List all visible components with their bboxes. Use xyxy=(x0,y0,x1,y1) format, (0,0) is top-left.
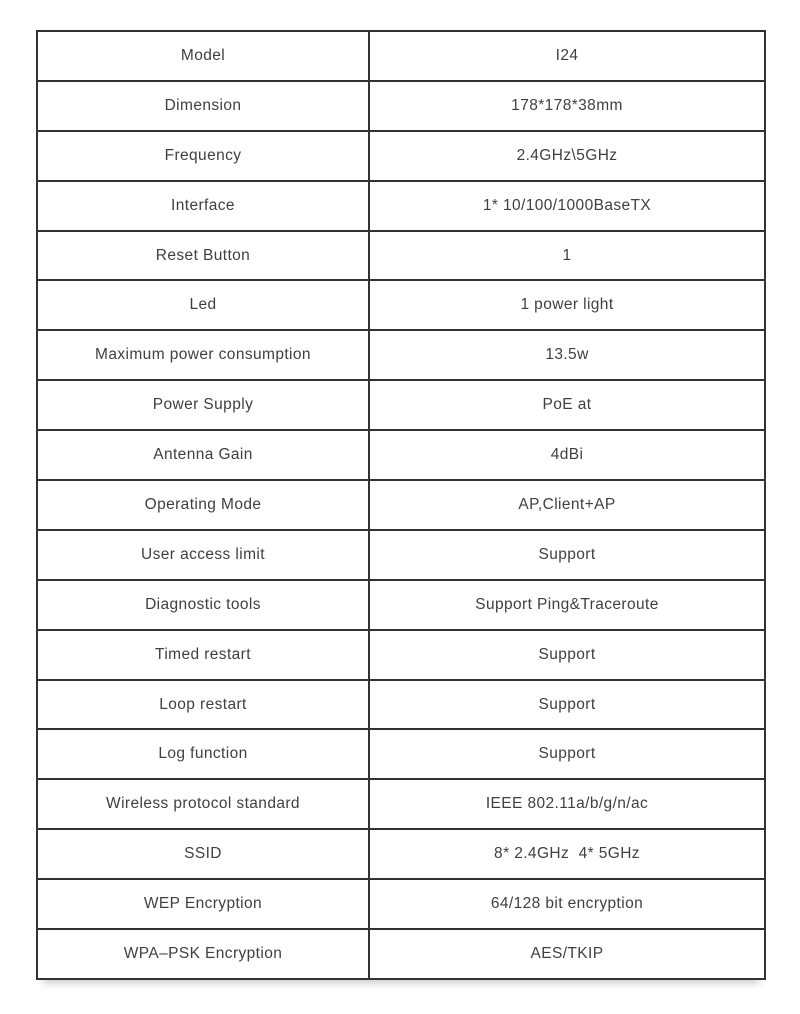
spec-value: 1 power light xyxy=(369,280,765,330)
table-row xyxy=(37,879,765,929)
table-row xyxy=(37,580,765,630)
spec-value: I24 xyxy=(369,31,765,81)
spec-value: 2.4GHz\5GHz xyxy=(369,131,765,181)
spec-value: 8* 2.4GHz 4* 5GHz xyxy=(369,829,765,879)
spec-value: IEEE 802.11a/b/g/n/ac xyxy=(369,779,765,829)
spec-value: Support xyxy=(369,680,765,730)
table-row xyxy=(37,729,765,779)
spec-label: Led xyxy=(37,280,369,330)
spec-label: Antenna Gain xyxy=(37,430,369,480)
spec-label: Timed restart xyxy=(37,630,369,680)
table-row xyxy=(37,380,765,430)
spec-label: User access limit xyxy=(37,530,369,580)
spec-label: Operating Mode xyxy=(37,480,369,530)
table-row xyxy=(37,131,765,181)
table-row xyxy=(37,181,765,231)
spec-label: Frequency xyxy=(37,131,369,181)
spec-label: Loop restart xyxy=(37,680,369,730)
spec-value: Support xyxy=(369,630,765,680)
spec-value: 1* 10/100/1000BaseTX xyxy=(369,181,765,231)
spec-value: 1 xyxy=(369,231,765,281)
spec-label: Model xyxy=(37,31,369,81)
spec-value: 13.5w xyxy=(369,330,765,380)
spec-label: SSID xyxy=(37,829,369,879)
spec-label: Wireless protocol standard xyxy=(37,779,369,829)
spec-label: Reset Button xyxy=(37,231,369,281)
spec-label: Diagnostic tools xyxy=(37,580,369,630)
table-row xyxy=(37,430,765,480)
spec-value: Support xyxy=(369,729,765,779)
table-row xyxy=(37,231,765,281)
spec-value: PoE at xyxy=(369,380,765,430)
table-row xyxy=(37,680,765,730)
table-row xyxy=(37,630,765,680)
table-row xyxy=(37,779,765,829)
table-row xyxy=(37,81,765,131)
table-row xyxy=(37,929,765,979)
table-row xyxy=(37,530,765,580)
spec-value: Support xyxy=(369,530,765,580)
table-row xyxy=(37,330,765,380)
table-row xyxy=(37,280,765,330)
table-row xyxy=(37,480,765,530)
spec-value: AP,Client+AP xyxy=(369,480,765,530)
spec-label: WEP Encryption xyxy=(37,879,369,929)
spec-label: WPA–PSK Encryption xyxy=(37,929,369,979)
spec-label: Interface xyxy=(37,181,369,231)
table-row xyxy=(37,31,765,81)
spec-value: 64/128 bit encryption xyxy=(369,879,765,929)
spec-value: 178*178*38mm xyxy=(369,81,765,131)
spec-value: 4dBi xyxy=(369,430,765,480)
spec-label: Log function xyxy=(37,729,369,779)
spec-value: Support Ping&Traceroute xyxy=(369,580,765,630)
spec-label: Power Supply xyxy=(37,380,369,430)
spec-table-body xyxy=(37,31,765,979)
spec-value: AES/TKIP xyxy=(369,929,765,979)
spec-label: Dimension xyxy=(37,81,369,131)
table-row xyxy=(37,829,765,879)
spec-label: Maximum power consumption xyxy=(37,330,369,380)
spec-table xyxy=(36,30,766,980)
